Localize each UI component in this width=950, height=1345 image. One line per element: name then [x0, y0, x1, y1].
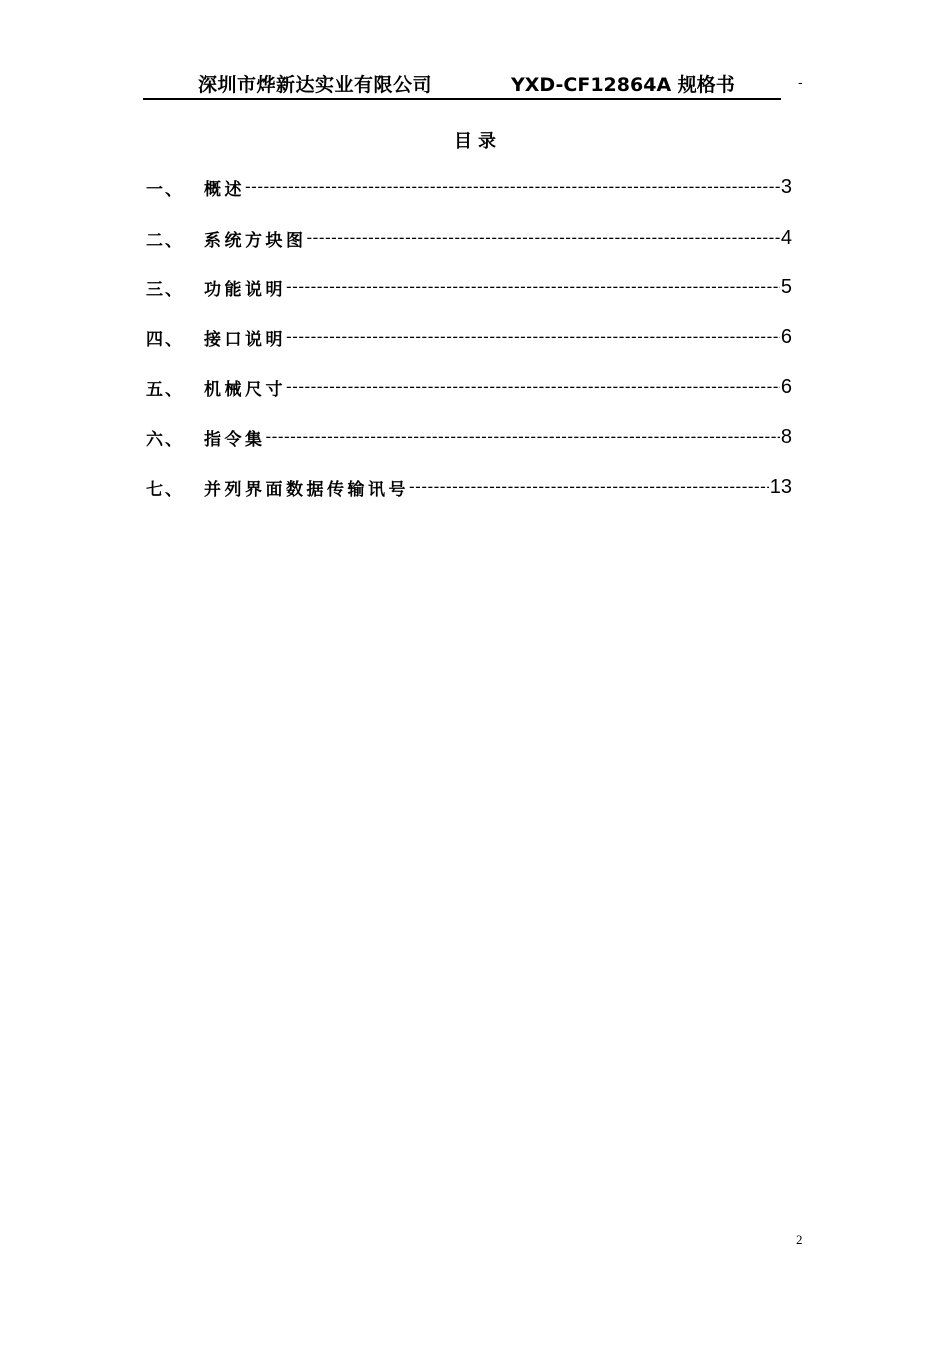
toc-entry-number: 一、 [146, 179, 184, 200]
toc-entry-label: 接口说明 [204, 329, 286, 350]
toc-entry-instruction-set[interactable] [146, 423, 792, 451]
header-spec-title: YXD-CF12864A 规格书 [511, 74, 735, 96]
toc-entry-label: 概述 [204, 179, 245, 200]
toc-entry-number: 四、 [146, 329, 184, 350]
toc-entry-function[interactable] [146, 273, 792, 301]
page-header [143, 66, 781, 100]
toc-entry-mechanical[interactable] [146, 373, 792, 401]
toc-entry-label: 系统方块图 [204, 230, 307, 251]
toc-entry-parallel-signal[interactable] [146, 473, 792, 501]
toc-entry-interface[interactable] [146, 323, 792, 351]
toc-entry-page: 8 [780, 425, 792, 448]
header-dash-mark: - [798, 76, 803, 91]
header-company-name: 深圳市烨新达实业有限公司 [198, 74, 433, 96]
toc-entry-number: 六、 [146, 429, 184, 450]
toc-entry-label: 功能说明 [204, 279, 286, 300]
toc-entry-number: 七、 [146, 479, 184, 500]
toc-entry-page: 13 [769, 475, 792, 498]
page-number: 2 [796, 1232, 803, 1247]
toc-dot-leader [307, 224, 780, 252]
toc-entry-number: 二、 [146, 230, 184, 251]
toc-entry-page: 6 [780, 325, 792, 348]
toc-entry-label: 机械尺寸 [204, 379, 286, 400]
toc-entry-page: 5 [780, 275, 792, 298]
toc-entry-block-diagram[interactable] [146, 224, 792, 252]
toc-entry-page: 4 [780, 226, 792, 249]
toc-entry-label: 指令集 [204, 429, 266, 450]
toc-dot-leader [286, 273, 780, 301]
toc-entry-number: 三、 [146, 279, 184, 300]
toc-entry-page: 3 [780, 175, 792, 198]
toc-entry-label: 并列界面数据传输讯号 [204, 479, 409, 500]
toc-dot-leader [286, 373, 780, 401]
toc-entry-overview[interactable] [146, 173, 792, 201]
toc-entry-number: 五、 [146, 379, 184, 400]
toc-dot-leader [266, 423, 780, 451]
toc-title: 目录 [454, 131, 502, 152]
toc-dot-leader [245, 173, 780, 201]
toc-dot-leader [286, 323, 780, 351]
toc-entry-page: 6 [780, 375, 792, 398]
toc-dot-leader [409, 473, 769, 501]
